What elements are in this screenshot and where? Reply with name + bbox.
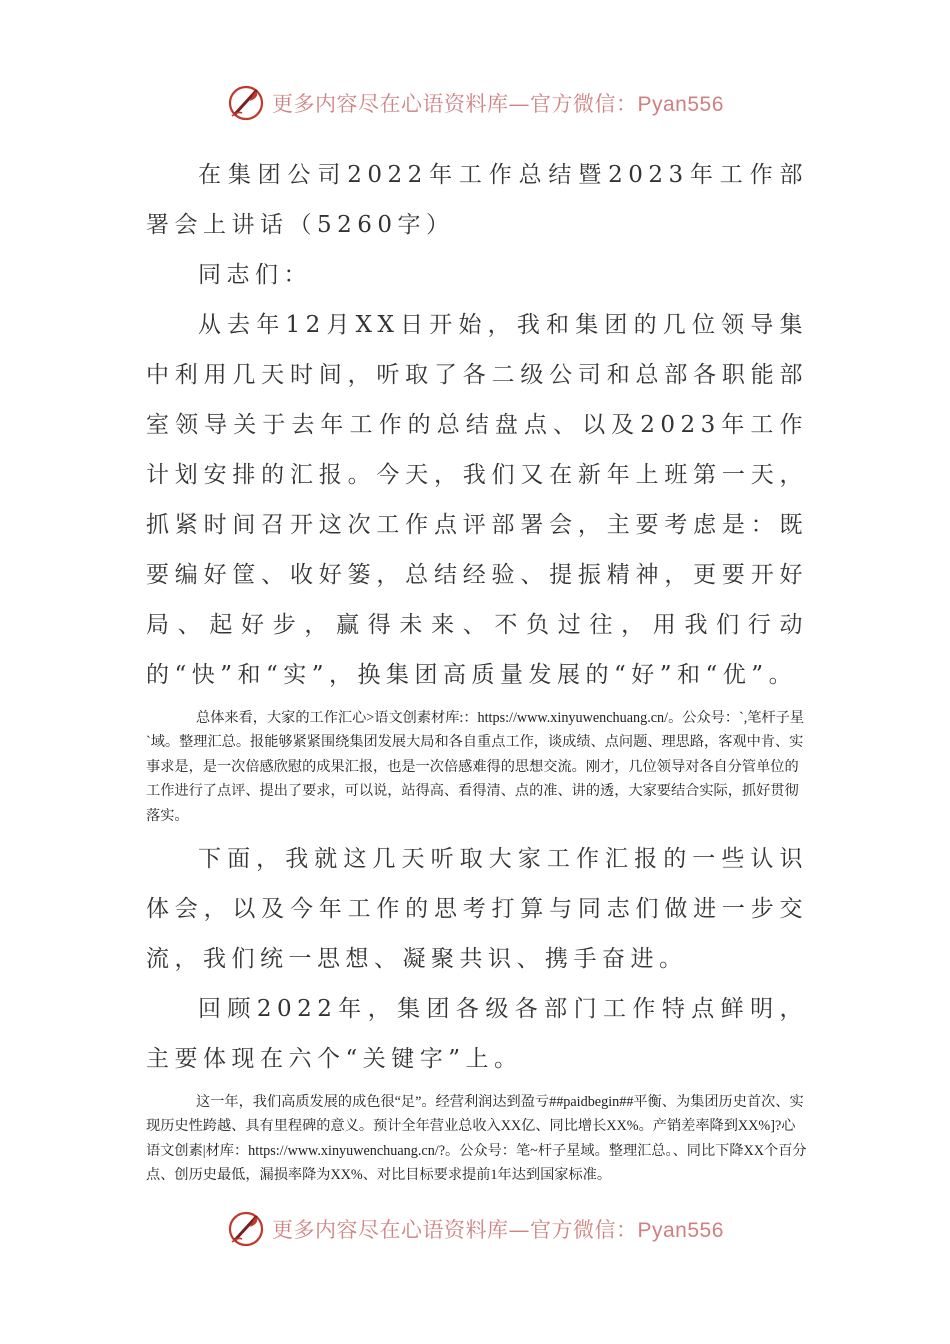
document-body — [146, 150, 808, 1194]
paragraph-4: 回顾2022年，集团各级各部门工作特点鲜明，主要体现在六个“关键字”上。 — [146, 996, 808, 1073]
banner-text: 更多内容尽在心语资料库—官方微信：Pyan556 — [272, 1218, 724, 1242]
paragraph-3: 下面，我就这几天听取大家工作汇报的一些认识体会，以及今年工作的思考打算与同志们做进一步交流，我们统一思想、凝聚共识、携手奋进。 — [146, 846, 808, 973]
footer-banner — [226, 1204, 746, 1254]
quill-pen-icon — [226, 83, 266, 123]
header-banner — [226, 78, 746, 128]
paragraph-2: 总体来看，大家的工作汇心>语文创素材库:：https://www.xinyuwenchuang.cn/。公众号：`,笔杆子星`域。整理汇总。报能够紧紧围绕集团发展大局和各自重点工作，谈成绩、点问题、理思路，客观中肯、实事求是，是一次倍感欣慰的成果汇报，也是一次倍感难得的思想交流。刚才，几位领导对各自分管单位的工作进行了点评、提出了要求，可以说，站得高、看得清、点的准、讲的透，大家要结合实际，抓好贯彻落实。 — [146, 710, 805, 824]
paragraph-5: 这一年，我们高质发展的成色很“足”。经营利润达到盈亏##paidbegin##平衡、为集团历史首次、实现历史性跨越、具有里程碑的意义。预计全年营业总收入XX亿、同比增长XX%。产销差率降到XX%]?心语文创素|材库：https://www.xinyuwenchuang.cn/?。公众号：笔~杆子星域。整理汇总。、同比下降XX个百分点、创历史最低，漏损率降为XX%、对比目标要求提前1年达到国家标准。 — [146, 1094, 807, 1184]
quill-pen-icon — [226, 1209, 266, 1249]
paragraph-1: 从去年12月XX日开始，我和集团的几位领导集中利用几天时间，听取了各二级公司和总部各职能部室领导关于去年工作的总结盘点、以及2023年工作计划安排的汇报。今天，我们又在新年上班第一天，抓紧时间召开这次工作点评部署会，主要考虑是：既要编好筐、收好篓，总结经验、提振精神，更要开好局、起好步，赢得未来、不负过往，用我们行动的“快”和“实”，换集团高质量发展的“好”和“优”。 — [146, 312, 808, 688]
greeting: 同志们： — [198, 262, 312, 288]
document-title: 在集团公司2022年工作总结暨2023年工作部署会上讲话（5260字） — [146, 162, 808, 238]
banner-text: 更多内容尽在心语资料库—官方微信：Pyan556 — [272, 92, 724, 116]
